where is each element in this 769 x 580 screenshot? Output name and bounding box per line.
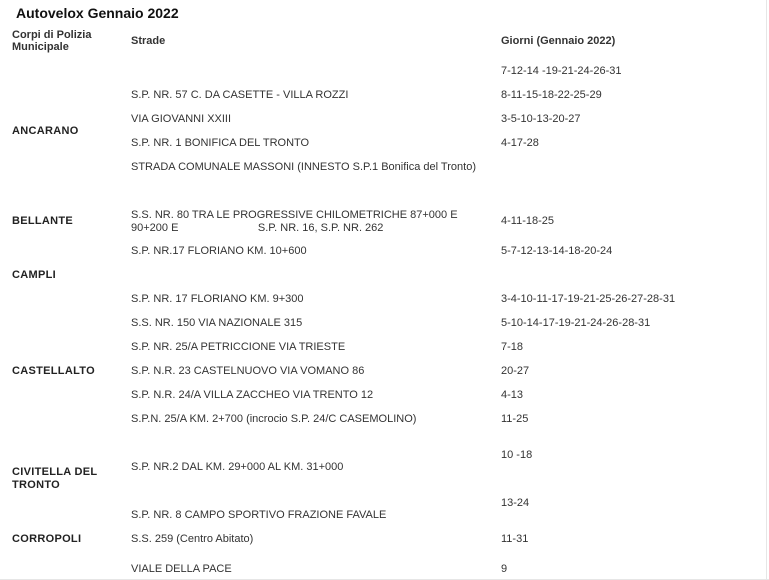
municipality-civitella-del-tronto: CIVITELLA DEL TRONTO <box>12 466 98 491</box>
street-cell: S.P. NR. 25/A PETRICCIONE VIA TRIESTE <box>131 341 346 353</box>
days-cell: 11-25 <box>501 413 529 425</box>
street-cell: S.P. NR. 57 C. DA CASETTE - VILLA ROZZI <box>131 89 349 101</box>
street-cell: S.P. NR. 1 BONIFICA DEL TRONTO <box>131 137 310 149</box>
days-cell: 11-31 <box>501 533 529 545</box>
municipality-corropoli: CORROPOLI <box>12 533 82 545</box>
days-cell: 3-4-10-11-17-19-21-25-26-27-28-31 <box>501 293 676 305</box>
days-cell: 4-17-28 <box>501 137 539 149</box>
street-cell: S.P.N. 25/A KM. 2+700 (incrocio S.P. 24/C CASEMOLINO) <box>131 413 417 425</box>
street-cell: S.P. N.R. 23 CASTELNUOVO VIA VOMANO 86 <box>131 365 365 377</box>
page-title: Autovelox Gennaio 2022 <box>16 5 179 21</box>
street-cell: S.P. NR.17 FLORIANO KM. 10+600 <box>131 245 307 257</box>
days-cell: 13-24 <box>501 497 530 509</box>
header-municipality: Corpi di Polizia Municipale <box>12 29 92 53</box>
street-cell: S.P. NR. 17 FLORIANO KM. 9+300 <box>131 293 304 305</box>
header-days: Giorni (Gennaio 2022) <box>501 35 616 47</box>
days-cell: 7-18 <box>501 341 524 353</box>
street-cell: VIALE DELLA PACE <box>131 563 232 575</box>
days-cell: 4-11-18-25 <box>501 215 554 227</box>
street-cell: S.P. NR. 8 CAMPO SPORTIVO FRAZIONE FAVALE <box>131 509 387 521</box>
municipality-campli: CAMPLI <box>12 269 56 281</box>
header-streets: Strade <box>131 35 166 47</box>
street-cell: VIA GIOVANNI XXIII <box>131 113 232 125</box>
street-cell: STRADA COMUNALE MASSONI (INNESTO S.P.1 Bonifica del Tronto) <box>131 161 476 173</box>
days-cell: 20-27 <box>501 365 530 377</box>
street-cell: S.S. NR. 80 TRA LE PROGRESSIVE CHILOMETRICHE 87+000 E 90+200 E S.P. NR. 16, S.P. NR. 262 <box>131 209 461 234</box>
municipality-bellante: BELLANTE <box>12 215 74 227</box>
street-cell: S.P. N.R. 24/A VILLA ZACCHEO VIA TRENTO 12 <box>131 389 374 401</box>
days-cell: 9 <box>501 563 508 575</box>
street-cell: S.P. NR.2 DAL KM. 29+000 AL KM. 31+000 <box>131 461 344 473</box>
days-cell: 10 -18 <box>501 449 533 461</box>
street-cell: S.S. 259 (Centro Abitato) <box>131 533 254 545</box>
days-cell: 3-5-10-13-20-27 <box>501 113 581 125</box>
street-cell: S.S. NR. 150 VIA NAZIONALE 315 <box>131 317 303 329</box>
days-cell: 8-11-15-18-22-25-29 <box>501 89 602 101</box>
page-border-right <box>766 0 767 580</box>
days-cell: 4-13 <box>501 389 524 401</box>
municipality-ancarano: ANCARANO <box>12 125 79 137</box>
days-cell: 7-12-14 -19-21-24-26-31 <box>501 65 622 77</box>
days-cell: 5-7-12-13-14-18-20-24 <box>501 245 613 257</box>
days-cell: 5-10-14-17-19-21-24-26-28-31 <box>501 317 651 329</box>
municipality-castellalto: CASTELLALTO <box>12 365 95 377</box>
